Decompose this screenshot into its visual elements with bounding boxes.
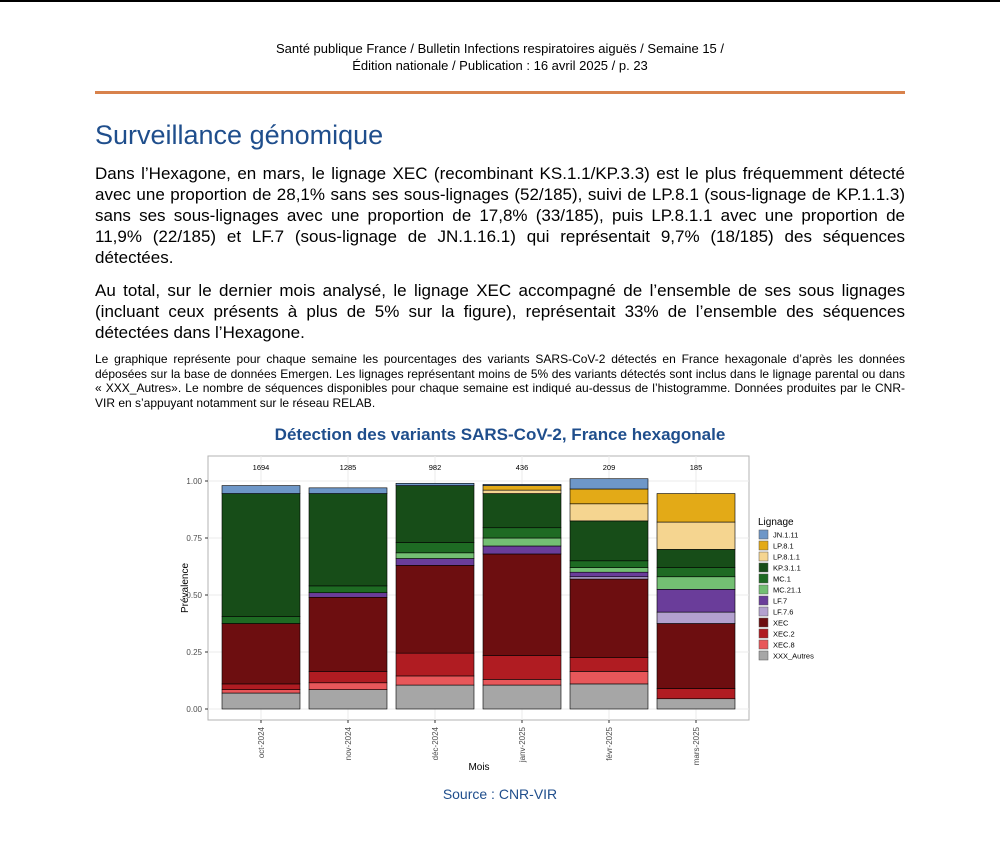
bar-segment <box>570 577 648 579</box>
bar-segment <box>657 568 735 577</box>
legend-swatch <box>759 563 768 572</box>
bar-segment <box>396 543 474 553</box>
bar-segment <box>657 612 735 623</box>
bar-segment <box>570 572 648 577</box>
y-axis-label: Prévalence <box>180 562 191 614</box>
sequence-count-label: 185 <box>689 463 703 472</box>
x-tick-label: nov-2024 <box>344 727 353 761</box>
bar-segment <box>483 538 561 546</box>
sequence-count-label: 209 <box>602 463 616 472</box>
bar-segment <box>483 546 561 554</box>
x-tick-label: janv-2025 <box>518 727 527 763</box>
x-tick-label: mars-2025 <box>692 727 701 766</box>
x-tick-label: févr-2025 <box>605 727 614 761</box>
legend-swatch <box>759 629 768 638</box>
bar-segment <box>309 690 387 709</box>
bar-segment <box>657 522 735 549</box>
bar-segment <box>309 586 387 593</box>
header-line-1: Santé publique France / Bulletin Infections respiratoires aiguës / Semaine 15 / <box>275 41 725 56</box>
legend-swatch <box>759 607 768 616</box>
bar-segment <box>309 671 387 682</box>
bar-segment <box>483 655 561 679</box>
legend-label: XXX_Autres <box>773 651 814 661</box>
bar-segment <box>483 528 561 538</box>
bar-segment <box>222 693 300 709</box>
legend-label: XEC.2 <box>773 629 795 639</box>
bar-segment <box>222 690 300 693</box>
legend-label: XEC <box>773 618 789 628</box>
bar-segment <box>657 549 735 567</box>
legend-label: MC.1 <box>773 574 791 584</box>
y-tick-label: 0.75 <box>186 534 202 543</box>
section-title: Surveillance génomique <box>95 120 384 150</box>
legend-label: LP.8.1 <box>773 541 794 551</box>
bar-segment <box>396 483 474 485</box>
chart-source: Source : CNR-VIR <box>442 786 558 802</box>
bar-segment <box>309 597 387 671</box>
top-border-line <box>0 0 1000 2</box>
paragraph-lineages: Dans l’Hexagone, en mars, le lignage XEC (recombinant KS.1.1/KP.3.3) est le plus fréquemment détecté avec une proportion de 28,1% sans ses sous-lignages (52/185), suivi de LP.8.1 (sous-lignage de KP.1.1.3) sans ses sous-lignages avec une proportion de 17,8% (33/185), puis LP.8.1.1 avec une proportion de 11,9% (22/185) et LF.7 (sous-lignage de JN.1.16.1) qui représentait 9,7% (18/185) des séquences détectées. <box>95 164 905 267</box>
bar-segment <box>309 683 387 690</box>
bar-segment <box>222 624 300 684</box>
y-tick-label: 0.50 <box>186 591 202 600</box>
bar-segment <box>570 504 648 521</box>
bar-segment <box>396 559 474 566</box>
variants-stacked-bar-chart <box>0 450 1000 790</box>
bar-segment <box>222 494 300 617</box>
x-tick-label: déc-2024 <box>431 727 440 761</box>
x-tick-label: oct-2024 <box>257 727 266 759</box>
legend-label: XEC.8 <box>773 640 795 650</box>
legend-label: KP.3.1.1 <box>773 563 801 573</box>
bar-segment <box>396 653 474 676</box>
legend-swatch <box>759 618 768 627</box>
bar-segment <box>570 561 648 568</box>
legend-label: LF.7 <box>773 596 788 606</box>
bar-segment <box>570 489 648 504</box>
bar-segment <box>396 486 474 543</box>
bar-segment <box>657 624 735 689</box>
bar-segment <box>570 521 648 561</box>
bar-segment <box>570 479 648 489</box>
bar-segment <box>657 699 735 709</box>
bar-segment <box>483 554 561 655</box>
paragraph-chart-description: Le graphique représente pour chaque semaine les pourcentages des variants SARS-CoV-2 détectés en France hexagonale d’après les données déposées sur la base de données Emergen. Les lignages représentant moins de 5% des variants détectés sont inclus dans le lignage parental ou dans « XXX_Autres». Le nombre de séquences disponibles pour chaque semaine est indiqué au-dessus de l’histogramme. Données produites par le CNR-VIR en s’appuyant notamment sur le réseau RELAB. <box>95 352 905 410</box>
legend-swatch <box>759 585 768 594</box>
legend-swatch <box>759 596 768 605</box>
bar-segment <box>396 553 474 559</box>
bar-segment <box>570 579 648 658</box>
bar-segment <box>309 488 387 494</box>
legend-label: JN.1.11 <box>773 530 799 540</box>
bar-segment <box>657 577 735 590</box>
header-line-2: Édition nationale / Publication : 16 avril 2025 / p. 23 <box>352 58 648 73</box>
legend-swatch <box>759 651 768 660</box>
bar-segment <box>570 658 648 672</box>
bar-segment <box>483 494 561 528</box>
bar-segment <box>570 671 648 684</box>
sequence-count-label: 982 <box>428 463 442 472</box>
legend <box>758 517 814 661</box>
legend-swatch <box>759 541 768 550</box>
bar-segment <box>657 589 735 612</box>
bar-segment <box>657 494 735 522</box>
bar-segment <box>396 685 474 709</box>
bar-segment <box>483 685 561 709</box>
legend-swatch <box>759 574 768 583</box>
legend-swatch <box>759 530 768 539</box>
bar-segment <box>396 676 474 685</box>
sequence-count-label: 436 <box>515 463 529 472</box>
bar-segment <box>570 684 648 709</box>
bar-segment <box>483 490 561 493</box>
bar-segment <box>309 494 387 586</box>
bar-segment <box>483 486 561 491</box>
legend-swatch <box>759 640 768 649</box>
bar-segment <box>396 565 474 653</box>
bar-segment <box>309 593 387 598</box>
sequence-count-label: 1694 <box>252 463 270 472</box>
y-tick-label: 0.25 <box>186 648 202 657</box>
legend-label: LP.8.1.1 <box>773 552 800 562</box>
legend-label: MC.21.1 <box>773 585 802 595</box>
header-divider <box>95 91 905 94</box>
bar-segment <box>222 617 300 624</box>
bar-segment <box>483 484 561 485</box>
y-tick-label: 0.00 <box>186 705 202 714</box>
bar-segment <box>483 679 561 685</box>
bar-segment <box>222 486 300 494</box>
x-axis-label: Mois <box>468 762 490 773</box>
bar-segment <box>657 688 735 698</box>
paragraph-total: Au total, sur le dernier mois analysé, le lignage XEC accompagné de l’ensemble de ses sous lignages (incluant ceux présents à plus de 5% sur la figure), représentait 33% de l’ensemble des séquences détectées dans l’Hexagone. <box>95 281 905 342</box>
y-tick-label: 1.00 <box>186 477 202 486</box>
page-header <box>0 40 1000 74</box>
legend-title: Lignage <box>758 517 794 528</box>
chart-title: Détection des variants SARS-CoV-2, France hexagonale <box>274 425 726 444</box>
bar-segment <box>570 568 648 573</box>
bar-segment <box>222 684 300 690</box>
legend-swatch <box>759 552 768 561</box>
legend-label: LF.7.6 <box>773 607 794 617</box>
sequence-count-label: 1285 <box>339 463 357 472</box>
x-axis <box>257 720 701 765</box>
